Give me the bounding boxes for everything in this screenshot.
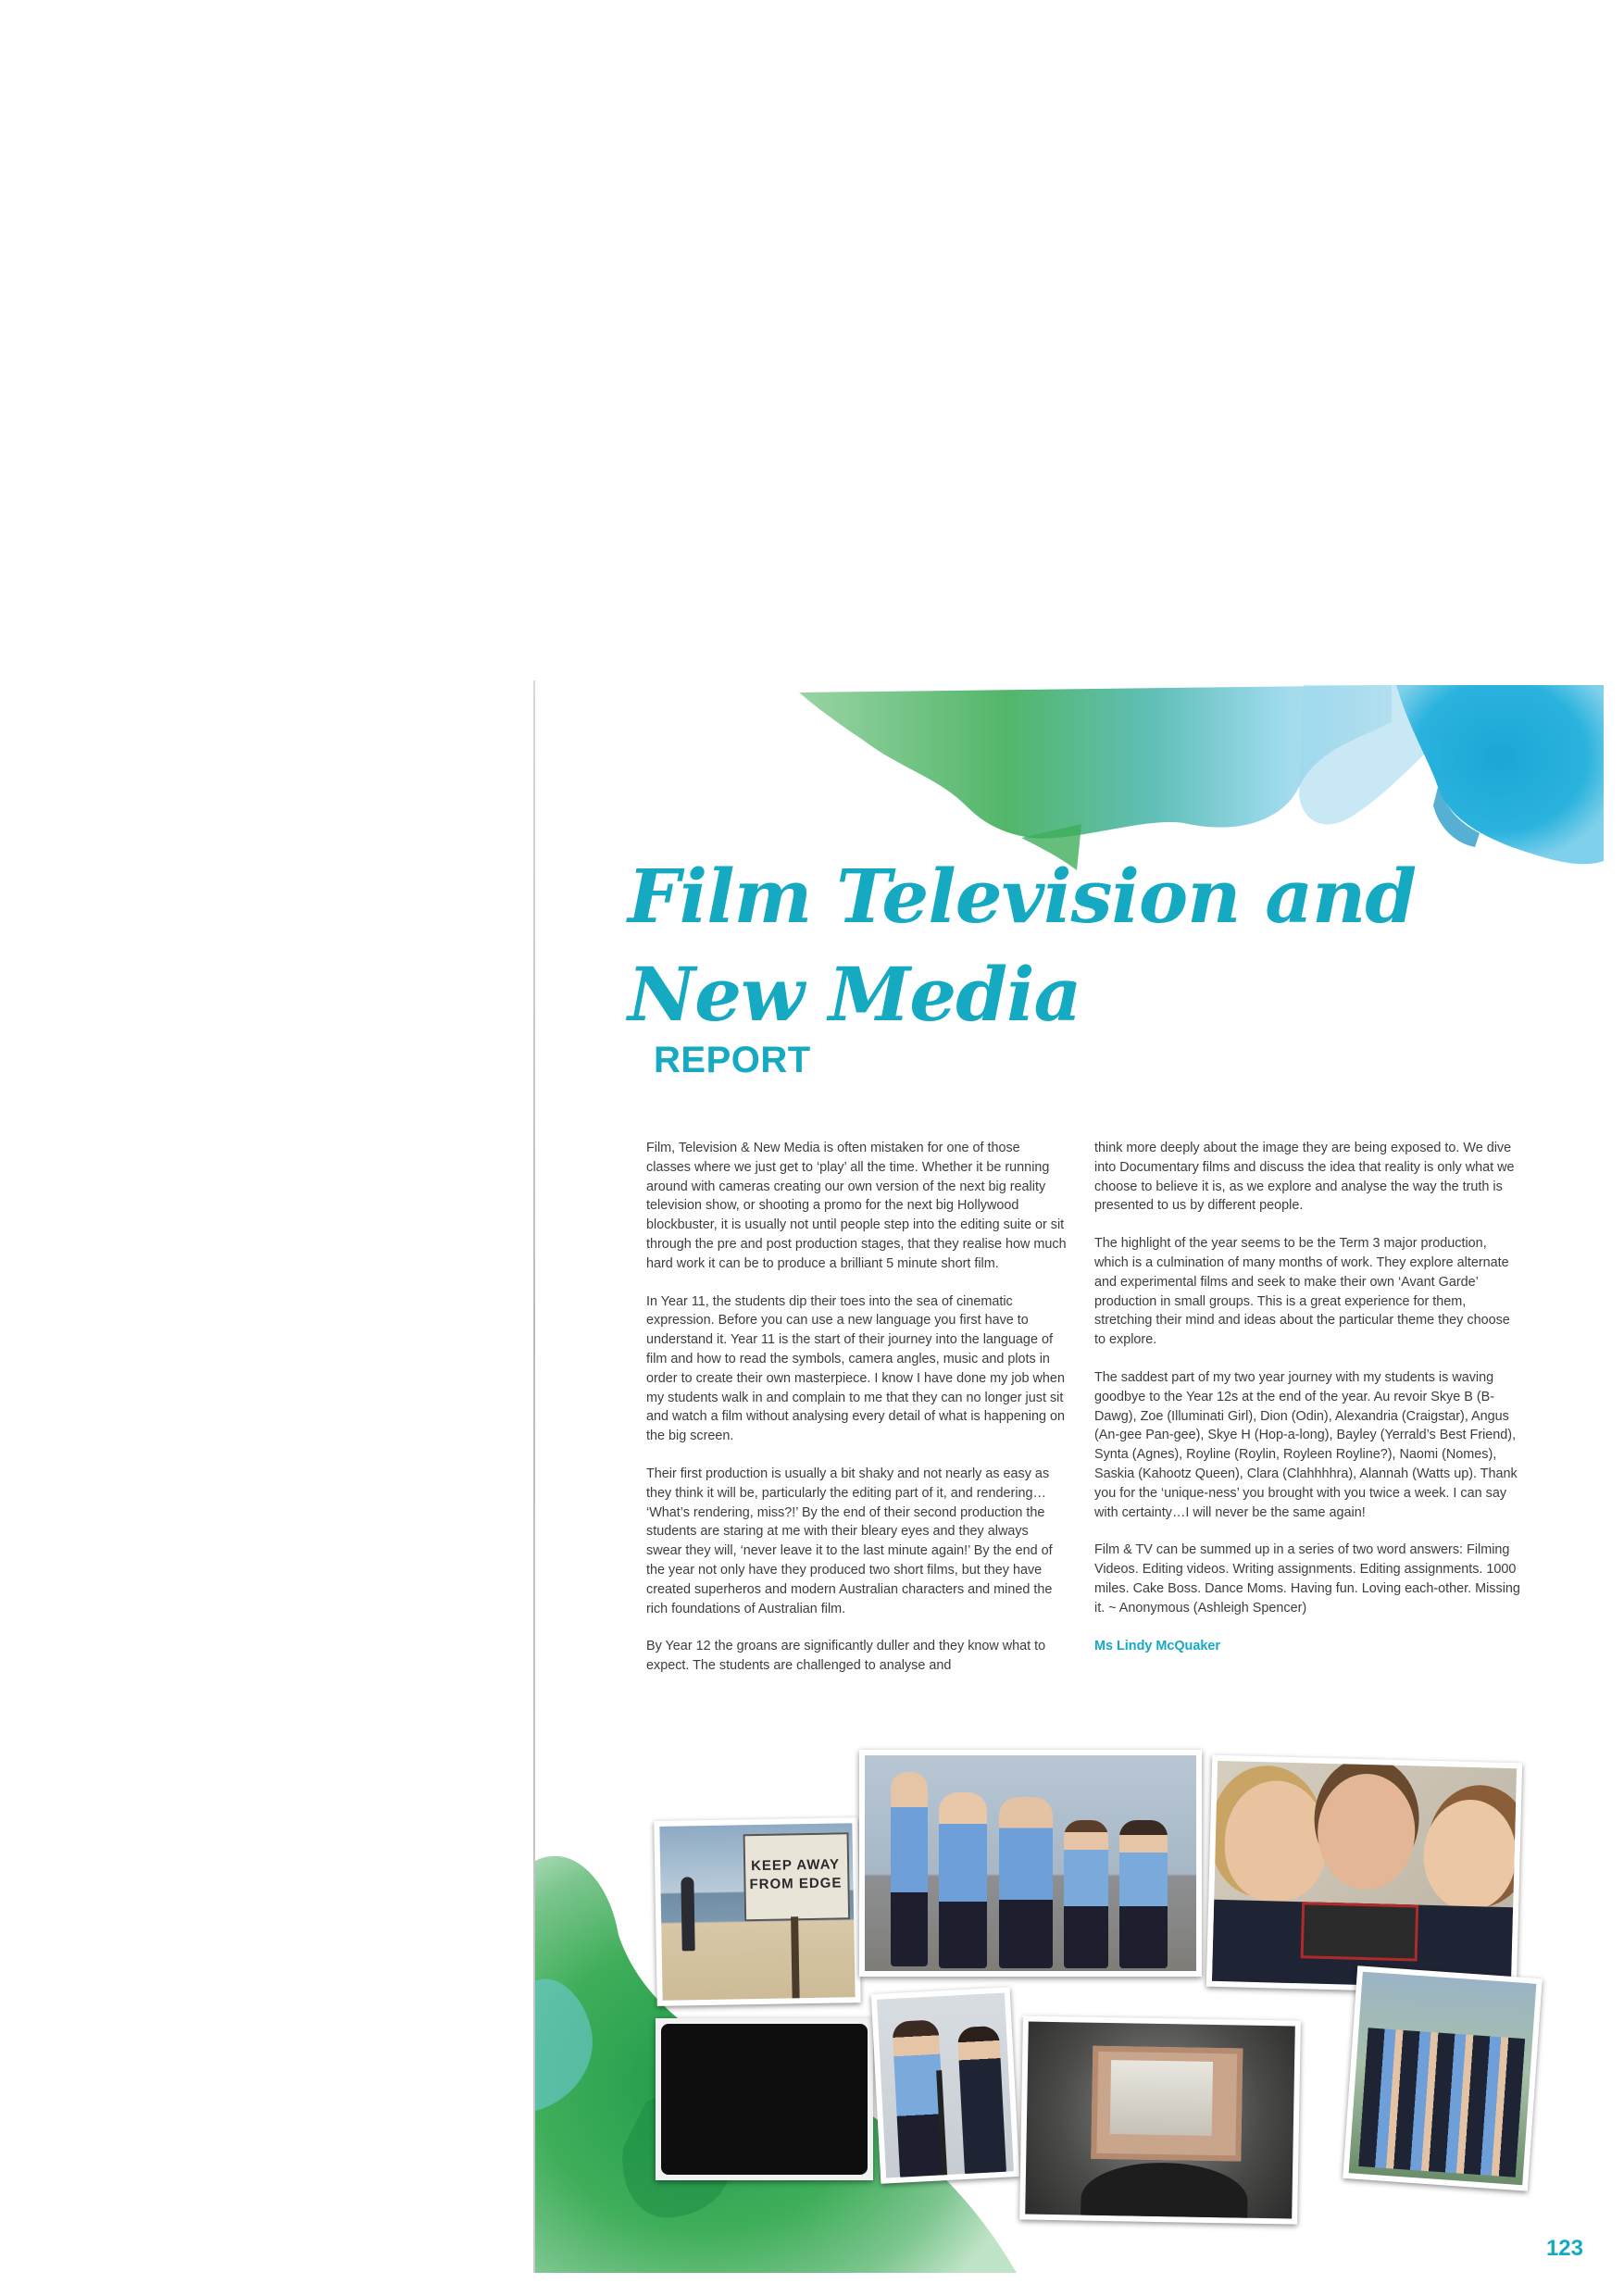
body-paragraph: Film & TV can be summed up in a series of two word answers: Filming Videos. Editing videos. Writing assignments. Editing assignments. 1000 miles. Cake Boss. Dance Moms. Having fun. Loving each-other. Missing it. ~ Anonymous (Ashleigh Spencer) — [1094, 1542, 1520, 1616]
face — [1223, 1779, 1328, 1903]
body-paragraph: Their first production is usually a bit shaky and not nearly as easy as they think it will be, particularly the editing part of it, and rendering… ‘What’s rendering, miss?!’ By the end of their second production the students are staring at me with their bleary eyes and they always swear they will, ‘never leave it to the last minute again!’ By the end of the year not only have they produced two short films, but they have created superheros and modern Australian characters and mined the rich foundations of Australian film. — [646, 1466, 1053, 1616]
student-figure — [891, 1772, 928, 1966]
student-figure — [999, 1797, 1053, 1968]
body-paragraph: The highlight of the year seems to be the Term 3 major production, which is a culmination of many months of work. They explore alternate and experimental films and seek to make their own ‘Avant Garde’ production in small groups. This is a great experience for them, stretching their mind and ideas about the particular theme they choose to explore. — [1094, 1236, 1510, 1348]
body-paragraph: think more deeply about the image they are being exposed to. We dive into Documentary films and discuss the idea that reality is only what we choose to believe it is, as we explore and analyse the way the truth is presented to us by different people. — [1094, 1141, 1515, 1214]
left-text-column — [646, 1139, 1068, 1694]
sign-text-line-2: FROM EDGE — [749, 1875, 843, 1893]
photo-student-tripod — [871, 1987, 1020, 2184]
sign-text-line-1: KEEP AWAY — [750, 1856, 841, 1875]
body-paragraph: Film, Television & New Media is often mistaken for one of those classes where we just get to ‘play’ all the time. Whether it be running around with cameras creating our own version of the next big reality television show, or shooting a promo for the next big Hollywood blockbuster, it is usually not until people step into the editing suite or sit through the pre and post production stages, that they realise how much hard work it can be to produce a brilliant 5 minute short film. — [646, 1141, 1067, 1271]
picture-content — [1110, 2060, 1213, 2136]
student-figure — [957, 2026, 1006, 2176]
person-silhouette — [681, 1877, 694, 1951]
students-crowd — [1358, 2028, 1525, 2177]
page-number: 123 — [1545, 2236, 1583, 2261]
face — [1317, 1773, 1417, 1891]
photo-black-screen — [656, 2018, 873, 2180]
author-signature: Ms Lindy McQuaker — [1094, 1638, 1220, 1653]
article-title — [628, 847, 1416, 1043]
article-title-line-1: Film Television and — [628, 853, 1417, 940]
magazine-page — [535, 685, 1604, 2273]
article-subtitle: REPORT — [654, 1040, 811, 1080]
body-paragraph: The saddest part of my two year journey with my students is waving goodbye to the Year 12s at the end of the year. Au revoir Skye B (B-Dawg), Zoe (Illuminati Girl), Dion (Odin), Alexandria (Craigstar), Angus (An-gee Pan-gee), Skye H (Hop-a-long), Bayley (Yerrald’s Best Friend), Synta (Agnes), Royline (Roylin, Royleen Royline?), Naomi (Nomes), Saskia (Kahootz Queen), Clara (Clahhhhra), Alannah (Watts up). Thank you for the ‘unique-ness’ you brought with you twice a week. I can say with certainty…I will never be the same again! — [1094, 1369, 1518, 1520]
right-text-column — [1094, 1139, 1520, 1674]
photo-beach-sign — [654, 1817, 860, 2006]
blurred-heads — [1081, 2162, 1248, 2219]
body-paragraph: In Year 11, the students dip their toes into the sea of cinematic expression. Before you can use a new language you first have to understand it. Year 11 is the start of their journey into the language of film and how to read the symbols, camera angles, music and plots in order to create their own masterpiece. I know I have done my job when my students walk in and complain to me that they can no longer just sit and watch a film without analysing every detail of what is happening on the big screen. — [646, 1293, 1065, 1444]
student-figure — [939, 1792, 987, 1968]
student-figure — [1064, 1820, 1108, 1968]
sign-pole — [791, 1916, 800, 2001]
photo-outdoor-group — [1343, 1965, 1543, 2190]
sign-text — [745, 1855, 846, 1894]
face — [1422, 1799, 1517, 1913]
photo-framed-picture — [1019, 2015, 1301, 2224]
body-paragraph: By Year 12 the groans are significantly duller and they know what to expect. The students are challenged to analyse and — [646, 1639, 1046, 1674]
photo-girls-camera — [1206, 1755, 1522, 1995]
photo-students-group — [859, 1750, 1202, 1977]
video-camera — [1301, 1902, 1419, 1961]
article-title-line-2: New Media — [628, 951, 1081, 1038]
student-figure — [1119, 1820, 1168, 1968]
